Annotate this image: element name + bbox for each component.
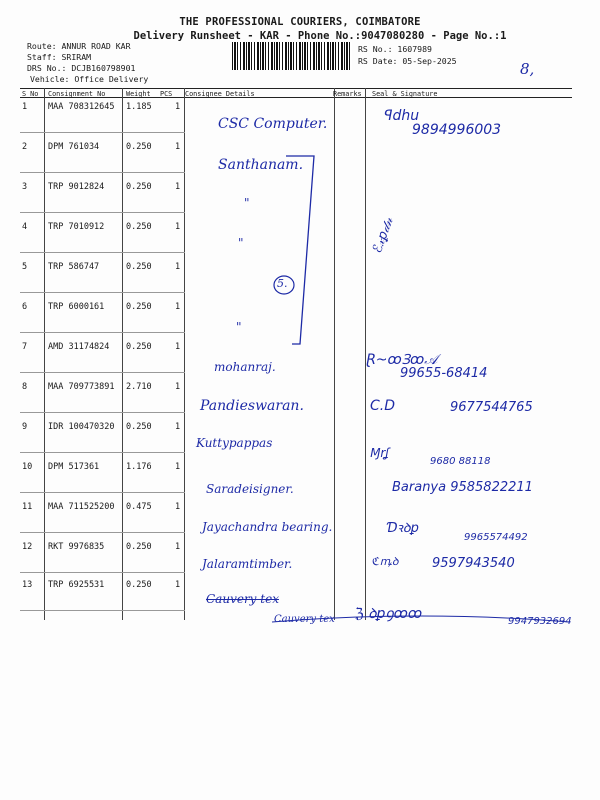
row-weight: 0.250 bbox=[126, 142, 152, 152]
staff-label: Staff: SRIRAM bbox=[27, 52, 92, 62]
handwritten-ditto: " bbox=[244, 196, 250, 210]
handwritten-consignee-struck: Cauvery tex bbox=[206, 592, 279, 606]
row-weight: 0.250 bbox=[126, 580, 152, 590]
signature-scribble: ℰ𝓍ꝑ𝒹𝓃 bbox=[370, 215, 397, 256]
handwritten-phone: 9947932694 bbox=[508, 616, 572, 627]
row-weight: 1.176 bbox=[126, 462, 152, 472]
row-sno: 4 bbox=[22, 222, 28, 232]
row-consignment: TRP 6925531 bbox=[48, 580, 105, 590]
col-header-remarks: Remarks bbox=[333, 90, 362, 98]
row-weight: 2.710 bbox=[126, 382, 152, 392]
handwritten-phone: 9597943540 bbox=[432, 556, 515, 571]
handwritten-phone: 9894996003 bbox=[412, 122, 502, 138]
route-label: Route: ANNUR ROAD KAR bbox=[27, 41, 131, 51]
row-sno: 12 bbox=[22, 542, 33, 552]
row-pcs: 1 bbox=[175, 382, 181, 392]
signature-scribble: ℭꝳꝺ bbox=[372, 555, 399, 568]
row-sno: 3 bbox=[22, 182, 28, 192]
row-sno: 11 bbox=[22, 502, 33, 512]
handwritten-consignee: Saradeisigner. bbox=[206, 482, 294, 496]
handwritten-consignee: Pandieswaran. bbox=[200, 398, 304, 414]
row-consignment: DPM 517361 bbox=[48, 462, 100, 472]
handwritten-phone: 9965574492 bbox=[464, 532, 528, 543]
col-header-seal: Seal & Signature bbox=[372, 90, 438, 98]
row-consignment: AMD 31174824 bbox=[48, 342, 110, 352]
row-consignment: RKT 9976835 bbox=[48, 542, 105, 552]
row-pcs: 1 bbox=[175, 142, 181, 152]
row-sno: 1 bbox=[22, 102, 28, 112]
row-sno: 8 bbox=[22, 382, 28, 392]
row-pcs: 1 bbox=[175, 342, 181, 352]
row-pcs: 1 bbox=[175, 502, 181, 512]
signature-scribble: ℨ ꝺꝑꝯꝏꝏ bbox=[355, 606, 423, 622]
row-consignment: MAA 711525200 bbox=[48, 502, 115, 512]
row-consignment: TRP 9012824 bbox=[48, 182, 105, 192]
handwritten-consignee: CSC Computer. bbox=[218, 116, 328, 132]
col-header-sno: S No bbox=[22, 90, 39, 98]
handwritten-consignee: Kuttypappas bbox=[196, 436, 273, 450]
row-sno: 9 bbox=[22, 422, 28, 432]
handwritten-consignee: mohanraj. bbox=[214, 360, 276, 374]
handwritten-ditto: " bbox=[236, 320, 242, 334]
rs-number: RS No.: 1607989 bbox=[358, 44, 432, 54]
row-weight: 0.250 bbox=[126, 222, 152, 232]
row-weight: 1.185 bbox=[126, 102, 152, 112]
handwritten-phone: 9677544765 bbox=[450, 400, 533, 415]
row-consignment: IDR 100470320 bbox=[48, 422, 115, 432]
row-sno: 7 bbox=[22, 342, 28, 352]
handwritten-consignee: Jalaramtimber. bbox=[202, 557, 293, 571]
row-sno: 10 bbox=[22, 462, 33, 472]
handwritten-initials: C.D bbox=[370, 398, 396, 414]
row-pcs: 1 bbox=[175, 302, 181, 312]
signature-scribble: Ɗꝛꝺꝑ bbox=[386, 521, 419, 536]
handwritten-circled-number: 5. bbox=[277, 277, 288, 290]
row-weight: 0.250 bbox=[126, 182, 152, 192]
row-weight: 0.250 bbox=[126, 542, 152, 552]
vehicle-label: Vehicle: Office Delivery bbox=[30, 74, 149, 84]
row-weight: 0.475 bbox=[126, 502, 152, 512]
handwritten-consignee: Jayachandra bearing. bbox=[202, 520, 333, 534]
row-consignment: MAA 708312645 bbox=[48, 102, 115, 112]
row-pcs: 1 bbox=[175, 462, 181, 472]
col-header-weight: Weight bbox=[126, 90, 151, 98]
signature-scribble: Ɽ~ꝏꞫꝏ𝒜 bbox=[366, 352, 438, 368]
circle-mark bbox=[274, 276, 294, 294]
row-pcs: 1 bbox=[175, 542, 181, 552]
row-pcs: 1 bbox=[175, 182, 181, 192]
rs-date: RS Date: 05-Sep-2025 bbox=[358, 56, 457, 66]
row-consignment: TRP 586747 bbox=[48, 262, 100, 272]
row-weight: 0.250 bbox=[126, 302, 152, 312]
row-pcs: 1 bbox=[175, 222, 181, 232]
row-pcs: 1 bbox=[175, 422, 181, 432]
handwritten-ditto: " bbox=[238, 236, 244, 250]
signature-scribble: ꟼdhu bbox=[384, 108, 420, 124]
row-sno: 6 bbox=[22, 302, 28, 312]
row-consignment: TRP 6000161 bbox=[48, 302, 105, 312]
row-sno: 2 bbox=[22, 142, 28, 152]
row-pcs: 1 bbox=[175, 102, 181, 112]
signature-scribble: Ɱrʆ bbox=[370, 446, 390, 460]
col-header-pcs: PCS bbox=[160, 90, 173, 98]
row-consignment: TRP 7010912 bbox=[48, 222, 105, 232]
row-sno: 13 bbox=[22, 580, 33, 590]
row-pcs: 1 bbox=[175, 262, 181, 272]
runsheet-subtitle: Delivery Runsheet - KAR - Phone No.:9047080280 - Page No.:1 bbox=[133, 30, 507, 42]
drs-number: DRS No.: DCJB160798901 bbox=[27, 63, 136, 73]
row-weight: 0.250 bbox=[126, 262, 152, 272]
col-header-consignment: Consignment No bbox=[48, 90, 106, 98]
handwritten-phone: 9680 88118 bbox=[430, 456, 491, 467]
row-consignment: MAA 709773891 bbox=[48, 382, 115, 392]
handwritten-consignee: Cauvery tex bbox=[274, 614, 335, 625]
page-mark: 8, bbox=[520, 60, 535, 78]
company-title: THE PROFESSIONAL COURIERS, COIMBATORE bbox=[179, 16, 421, 28]
col-header-consignee: Consignee Details bbox=[185, 90, 255, 98]
handwritten-consignee: Santhanam. bbox=[218, 157, 304, 173]
bracket-mark bbox=[286, 156, 314, 344]
row-pcs: 1 bbox=[175, 580, 181, 590]
handwritten-signature: Baranya 9585822211 bbox=[392, 480, 533, 495]
handwritten-phone: 99655-68414 bbox=[400, 366, 488, 381]
row-sno: 5 bbox=[22, 262, 28, 272]
row-consignment: DPM 761034 bbox=[48, 142, 100, 152]
row-weight: 0.250 bbox=[126, 342, 152, 352]
row-weight: 0.250 bbox=[126, 422, 152, 432]
